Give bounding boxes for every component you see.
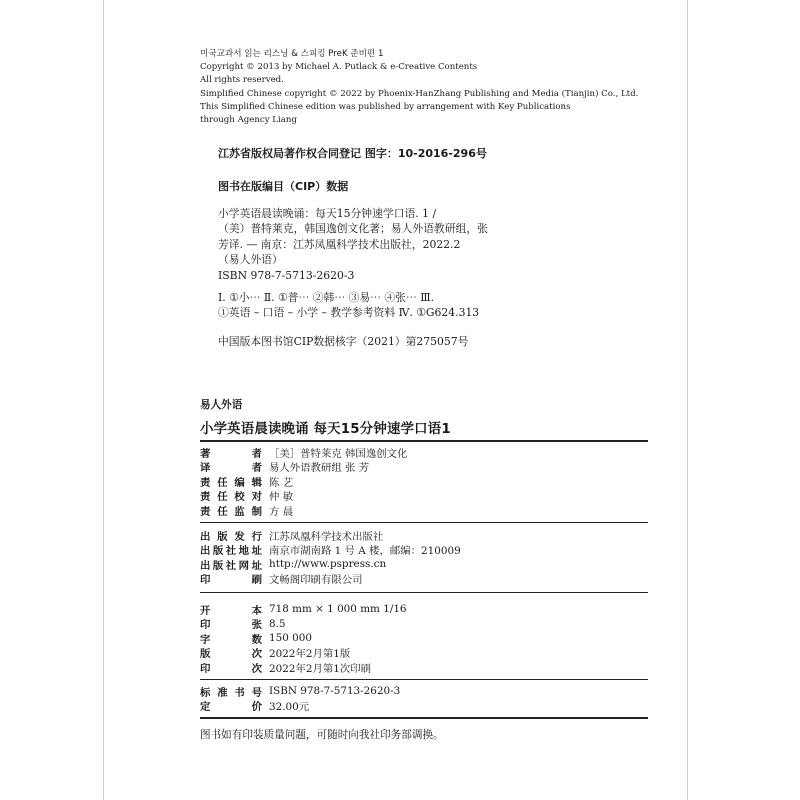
cip-classification-line: ①英语 – 口语 – 小学 – 教学参考资料 Ⅳ. ①G624.313 [218,306,480,320]
imprint-value: 2022年2月第1版 [269,648,351,661]
imprint-row [200,445,648,460]
imprint-row [200,617,648,632]
imprint-label: 标 准 书 号 [200,686,262,699]
cip-classification-line: Ⅰ. ①小⋯ Ⅱ. ①普⋯ ②韩⋯ ③易⋯ ④张⋯ Ⅲ. [218,291,435,304]
imprint-value: 32.00元 [269,701,310,714]
imprint-label: 责 任 编 辑 [200,476,262,489]
series-name: 易人外语 [200,399,243,411]
publisher-section [200,528,648,586]
cip-title: 图书在版编目（CIP）数据 [218,180,349,193]
imprint-value: http://www.pspress.cn [269,558,387,571]
divider-rule [200,717,648,719]
copyright-line: through Agency Liang [200,115,297,126]
imprint-value: ［美］普特莱克 韩国逸创文化 [269,447,408,460]
divider-rule [200,522,648,523]
isbn-price-section [200,684,648,713]
imprint-row [200,602,648,617]
imprint-row [200,460,648,475]
imprint-value: ISBN 978-7-5713-2620-3 [269,685,401,698]
imprint-row [200,631,648,646]
specs-section [200,602,648,675]
imprint-label: 开 本 [200,604,262,617]
imprint-value: 2022年2月第1次印刷 [269,662,372,675]
imprint-label: 责 任 校 对 [200,491,262,504]
cip-data-number: 中国版本图书馆CIP数据核字（2021）第275057号 [218,335,469,348]
original-title-korean: 미국교과서 읽는 리스닝 & 스피킹 PreK 준비편 1 [200,49,384,59]
imprint-label: 出 版 社 地 址 [200,545,262,558]
imprint-row [200,474,648,489]
divider-rule [200,592,648,593]
copyright-line: Simplified Chinese copyright © 2022 by Phoenix-HanZhang Publishing and Media (Tianjin) Co., Ltd. [200,88,639,99]
page-edge-left [103,0,104,800]
contract-registration: 江苏省版权局著作权合同登记 图字：10-2016-296号 [218,147,487,160]
imprint-value: 文畅阁印刷有限公司 [269,574,363,587]
imprint-row [200,557,648,572]
divider-rule [200,679,648,680]
imprint-value: 8.5 [269,617,286,630]
imprint-row [200,646,648,661]
imprint-row [200,528,648,543]
imprint-row [200,684,648,699]
cip-record-line: ISBN 978-7-5713-2620-3 [218,268,355,282]
imprint-label: 字 数 [200,633,262,646]
cip-record-line: 小学英语晨读晚诵：每天15分钟速学口语. 1 / [218,207,437,220]
imprint-label: 著 者 [200,447,262,460]
imprint-row [200,572,648,587]
copyright-line: Copyright © 2013 by Michael A. Putlack & e-Creative Contents [200,62,478,73]
imprint-label: 译 者 [200,462,262,475]
imprint-label: 责 任 监 制 [200,505,262,518]
imprint-label: 印 张 [200,619,262,632]
imprint-value: 方 晨 [269,505,294,518]
imprint-row [200,489,648,504]
imprint-row [200,660,648,675]
imprint-value: 150 000 [269,632,312,645]
cip-record-line: （易人外语） [218,253,283,267]
divider-rule [200,440,648,442]
imprint-value: 陈 艺 [269,476,294,489]
cip-classification [218,290,479,321]
imprint-label: 出 版 社 网 址 [200,559,262,572]
imprint-label: 印 次 [200,662,262,675]
imprint-value: 易人外语教研组 张 芳 [269,462,370,475]
page-edge-right [687,0,688,800]
copyright-line: All rights reserved. [200,75,284,86]
imprint-label: 定 价 [200,701,262,714]
imprint-value: 南京市湖南路 1 号 A 楼，邮编：210009 [269,545,461,558]
imprint-value: 仲 敏 [269,491,294,504]
cip-record-line: （美）普特莱克，韩国逸创文化著；易人外语教研组，张 [218,222,488,236]
imprint-value: 718 mm × 1 000 mm 1/16 [269,603,407,616]
imprint-label: 印 刷 [200,574,262,587]
imprint-label: 版 次 [200,648,262,661]
copyright-block [200,48,640,127]
imprint-row [200,543,648,558]
cip-record-line: 芳译. — 南京：江苏凤凰科学技术出版社，2022.2 [218,237,461,251]
book-title: 小学英语晨读晚诵 每天15分钟速学口语1 [200,422,451,437]
imprint-label: 出 版 发 行 [200,530,262,543]
copyright-line: This Simplified Chinese edition was published by arrangement with Key Publications [200,101,571,112]
credits-section [200,445,648,518]
imprint-value: 江苏凤凰科学技术出版社 [269,530,384,543]
quality-notice: 图书如有印装质量问题，可随时向我社印务部调换。 [200,729,444,741]
imprint-row [200,699,648,714]
imprint-row [200,503,648,518]
cip-record [218,206,508,283]
